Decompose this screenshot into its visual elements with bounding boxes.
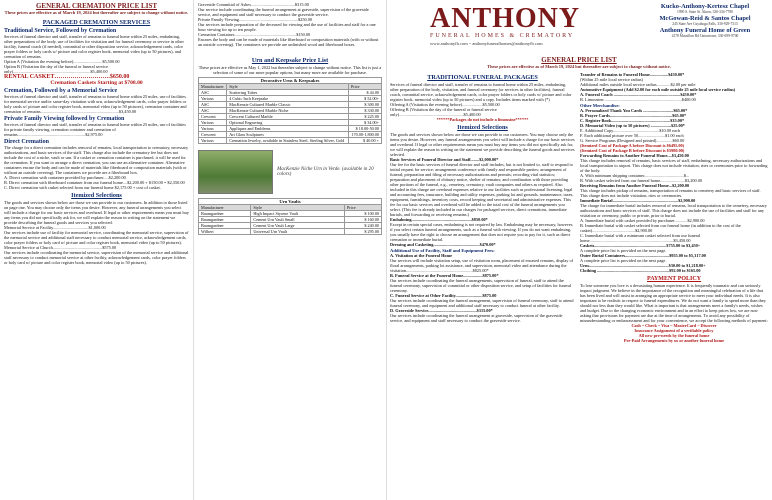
rental-casket: RENTAL CASKET……………………….$650.00 (4, 74, 130, 80)
memorial-heading: Cremation, Followed by a Memorial Service (4, 88, 118, 94)
chapel-name: McGowan-Reid & Santos Chapel (659, 15, 751, 22)
memorial-fee-text: Our services include use of facility for memorial service, coordinating the memorial service, supervision of the memorial service and additional staff necessary to conduct memorial service, acknowledgement cards, color prayer folders or holy card w/ picture and color register book, memorial video (up to 50 pictures). (4, 230, 189, 245)
payment-note3: Pre-Paid Arrangements by us or another funeral home (623, 338, 725, 343)
logo-web: www.anthonyfh.com ~ anthonyfuneralhomes@anthonyfh.com (430, 41, 543, 46)
cell-style: Cremation Jewelry, available in Stainless Steel, Sterling Silver, Gold (227, 138, 349, 144)
logo-tagline: FUNERAL HOMES & CREMATORY (430, 33, 575, 39)
col-price: Price (344, 205, 381, 211)
urns-range: Urns..........................................................................$30.00 to $1,218.00+ (580, 263, 706, 268)
cell-style: Art Glass Sculptures (227, 132, 349, 138)
immediate-text: The charge for immediate burial includes removal of remains, local transportation to the cemetery, necessary authorizations and basic services of staff. This charge does not include the use of facilities and staff for any visitation or ceremony, public or private, prior to burial. (580, 203, 767, 218)
table-row (199, 229, 382, 235)
traditional-packages-text: Services of funeral director and staff, transfer of remains to funeral home within 25 miles, embalming, other preparation of the body, visitation, and funeral ceremony (or services in other facilities), funeral coach, committal service, acknowledgement cards, color prayer folders or holy cards w/ picture and color register book, memorial video (up to 50 pictures) and a copy. Includes items marked with (*) (390, 82, 572, 102)
payment-text: To lose someone you love is a devastating human experience. It is frequently traumatic and can seriously impact judgment. We believe in the importance of the recognition and meaningful celebration of a life that has been lived and will assist in arranging an appropriate service to meet your individual needs. It is also important to be realistic in respect to funeral expenditures. We do not want a family to spend more than they should nor less than they would like. What is important is that arrangements meet a family's needs, wishes and budget. Due to the changing economic environment and in an effort to keep prices low, we are now asking that provisions for payment are due at the time of arrangements. To avoid any possibility of misunderstanding or embarrassment and for your convenience, we accept the following methods of payment: (580, 283, 768, 323)
cremation-title: GENERAL CREMATION PRICE LIST (35, 2, 158, 10)
memorial-church: Memorial Service at Church..............................................$575.00 (4, 245, 117, 250)
cell-style: Scattering Tubes (227, 90, 349, 96)
merch-item: D. Memorial Video (up to 50 pictures) ...................$25.00* (580, 123, 685, 128)
private-text: Services of funeral director and staff, transfer of remains to funeral home within 25 miles, use of facilities for private family viewing, cremation container and cremation of remains...............................................................$2,975.00 (4, 122, 186, 137)
outer-note: A complete price list is provided on the next page. (580, 258, 667, 263)
merch-item: C. Register Book.......................................................$35.00* (580, 118, 685, 123)
memorial-fee: Memorial Service at Facility.................................$1,000.00 (4, 225, 106, 230)
cell-price: $ 240.00 (344, 223, 381, 229)
funeral-home-service: B. Funeral Service at the Funeral Home..................$875.00* (390, 273, 499, 278)
cell-price: $ 34.00+ (348, 120, 381, 126)
cell-price: $ 160.00 (344, 217, 381, 223)
cell-style: Universal Urn Vault (251, 229, 345, 235)
payment-methods: Cash ~ Check ~ Visa ~ MasterCard ~ Discover (631, 323, 717, 328)
option-a: Option A (Visitation the evening before)...........................$5,500.00 (4, 59, 120, 64)
urn-vaults-table (198, 198, 382, 235)
col-manufacturer: Manufacturer (199, 205, 251, 211)
traditional-text: Services of funeral director and staff, transfer of remains to funeral home within 25 miles, embalming, other preparations of the body, use of facilities for visitation and for funeral ceremony or service in other facility, funeral coach (if needed), committal or other disposition service, acknowledgement cards, color prayer folders or holy cards w/ picture and color register book, memorial video (up to 50 pictures), and cremation of remains. (4, 34, 184, 59)
direct-text: The charge for a direct cremation includes removal of remains, local transportation to crematory, necessary authorizations, and basic services of the staff. This charge also include the crematory fee but does not include the cost of a niche, vault or urn. If a casket or cremation container is purchased, it will be used for the cremation. If you want to arrange a direct cremation, you can use an alternative container. Alternative containers encase the body and can be made of materials like fiberboard or composition materials (with or without an outside covering). The containers we provide are a fiberboard box. (4, 145, 189, 175)
package-b-note: (Itemized Cost of Package B before Discount is $5980.00) (580, 148, 685, 153)
casket-note: A complete price list is provided on the next page. (580, 248, 667, 253)
private-viewing: Private Family Viewing.......................................................$250.00 (198, 17, 313, 22)
visitation-text: Our services will include visitation setup, use of visitation room, placement of encased remains, display of floral arrangements, parking lot assistance, and supervision, memorial video and attendance during the visitation..............................................................$825.00* (390, 258, 574, 273)
cell-style: Cement Urn Vault Small (251, 217, 345, 223)
forwarding-a: A. With minimum shipping container.....................................$... (580, 173, 690, 178)
chapel-addr: 4178 Massillon Rd Uniontown, 330-699-9700 (671, 34, 739, 38)
merch-item: F. Each additional picture over 50.........................$1.00 each (580, 133, 684, 138)
cell-price: $ 100.00 (344, 211, 381, 217)
graveside-ashes-text: Our service include coordinating the funeral arrangement at graveside, supervision of the graveside service, and equipment and staff necessary to conduct the graveside service. (198, 7, 369, 17)
cell-manufacturer: ASC (199, 102, 227, 108)
cell-price: $ 52.00+ (348, 96, 381, 102)
package-a-note: (Itemized Cost of Package A before Discount is $6495.00) (580, 143, 685, 148)
itemized-text: The goods and services shown below are those we can provide to our customers. In addition to those listed on page one. You may choose only the items you desire. However, any funeral arrangements you select will include a charge for our basic services and overhead. If legal or other requirements mean you must buy any items you did not specifically ask for, we will explain the reason in writing on the statement we provide describing the funeral goods and services you selected. (4, 200, 189, 225)
other-merch-heading: Other Merchandise: (580, 103, 620, 108)
cell-style: 4 Cubic Inch Keepsake (227, 96, 349, 102)
cell-price: $ 40.00 + (348, 138, 381, 144)
memorial-text: Services of funeral director and staff, transfer of remains to funeral home within 25 miles, use of facilities for memorial service and/or same-day visitation with urn, acknowledgement cards, color prayer folders or holy cards w/ picture and color register book, memorial video (up to 50 pictures), cremation container and cremation of remains.........................................................................$3,450.00 (4, 94, 187, 114)
other-facility: C. Funeral Service at Other Facility.........................$875.00 (390, 293, 497, 298)
urn-heading: Urn and Keepsake Price List (251, 57, 329, 64)
embalming: Embalming........................................................$850.00* (390, 217, 488, 222)
funeral-home-text: Our services include coordinating the funeral arrangements, supervision of funeral, staff to attend the funeral ceremony, supervision of committal or other disposition service, and setup of facilities for funeral ceremony. (390, 278, 572, 293)
col-manufacturer: Manufacturer (199, 84, 227, 90)
cell-style: MacKenzie Cultured Marble Classic (227, 102, 349, 108)
forwarding-b: B. With casket selected from our funeral home.......................$3,200.00 (580, 178, 703, 183)
decorative-title: Decorative Urns & Keepsakes (199, 78, 382, 84)
cell-manufacturer: Crescent (199, 132, 227, 138)
payment-heading: PAYMENT POLICY (646, 276, 702, 282)
transfer-note: (Within 25 mile local service radius) (580, 77, 643, 82)
immediate-a: A. Immediate burial with casket provided by purchaser............$2,900.00 (580, 218, 705, 223)
clothing-range: Clothing ...................................................................$92.00 to $165.00 (580, 268, 701, 273)
cell-manufacturer: Various (199, 96, 227, 102)
cell-style: Crescent Cultured Marble (227, 114, 349, 120)
cell-price: $ 44.00 (348, 90, 381, 96)
chapel-name: Anthony Funeral Home of Green (659, 27, 751, 34)
forwarding: Forwarding Remains to Another Funeral Home....$3,450.00 (580, 153, 689, 158)
transfer-additional: Additional miles outside local service radius.............$2.00 per mile (580, 82, 696, 87)
receiving-text: This charge includes pickup of remains, transportation of remains to cemetery and basic services of staff. This charge does not include visitation, rites or ceremonies. (580, 188, 761, 198)
dressing: Dressing and Casketing...........................................$470.00* (390, 242, 496, 247)
no-limousine-note: ******Packages do not include a limousine****** (436, 117, 529, 122)
urn-intro: These prices are effective as May 1, 2022 but thereafter subject to change without notice. This list is just a selection of some of our more popular options, but many more are available for purchase. (198, 65, 382, 75)
private-heading: Private Family Viewing followed by Cremation (4, 116, 125, 122)
cell-manufacturer: ASC (199, 108, 227, 114)
general-right-column (580, 72, 768, 343)
other-facility-text: Our services include coordinating the funeral arrangement, supervision of funeral ceremony, staff to attend funeral ceremony, and equipment and additional staff necessary to conduct funeral at other facility. (390, 298, 574, 308)
cell-style: Appliques and Emblems (227, 126, 349, 132)
merch-item: B. Prayer Cards..........................................................$65.00* (580, 113, 687, 118)
memorial-church-text: Our services include coordinating the memorial service, supervision of the memorial service and additional staff necessary to conduct memorial service at other facility, acknowledgement cards, color prayer folders or holy card w/ picture and color register book, memorial video (up to 50 pictures). (4, 250, 189, 265)
option-b: Option B (Visitation the day of the funeral or funeral service only)........................................................................$5,400.00 (4, 64, 109, 74)
table-row (199, 138, 382, 144)
direct-a: A. Direct cremation with container provided by purchaser.....$2,200.00 (4, 175, 126, 180)
cell-style: Cement Urn Vault Large (251, 223, 345, 229)
cell-manufacturer: Baumgardner (199, 223, 251, 229)
chapel-addr: 1990 S. State St. Akron, 330-334-7780 (677, 10, 733, 14)
general-left-column (390, 72, 575, 323)
immediate-burial: Immediate Burial.............................................................$2,900.00 (580, 198, 696, 203)
cell-manufacturer: Crescent (199, 114, 227, 120)
payment-note2: All new pre-needs by the funeral home (638, 333, 710, 338)
logo-name: ANTHONY (430, 3, 581, 34)
cell-price: $ 295.00 (344, 229, 381, 235)
cell-manufacturer: Wilbert (199, 229, 251, 235)
graveside-service: D. Graveside Service.............................................$315.00* (390, 308, 493, 313)
cell-manufacturer: ASC (199, 90, 227, 96)
basic-services: Basic Services of Funeral Director and Staff........$2,000.00* (390, 157, 499, 162)
col-style: Style (251, 205, 345, 211)
cremation-price-panel (0, 0, 193, 500)
urn-price-panel (193, 0, 386, 500)
general-title: GENERAL PRICE LIST (541, 56, 617, 64)
traditional-packages-heading: TRADITIONAL FUNERAL PACKAGES (427, 74, 538, 81)
cell-manufacturer: Various (199, 126, 227, 132)
chapel-name: Kucko-Anthony-Kertesz Chapel (660, 3, 750, 10)
cremation-container-text: Encases the body and can be made of materials like fiberboard or composition materials (with or without an outside covering). The containers we provide are unfinished wood and fiberboard boxes. (198, 37, 379, 47)
basic-services-text: Our fee for the basic services of funeral director and staff includes, but is not limited to, staff to respond to initial request for service; arrangement conference with family and responsible parties; arrangement of funeral; preparation and filing of necessary authorizations and permits; recording vital statistics; preparation and placement of obituary notice, shelter of remains; and coordination with those providing other portions of the funeral, e.g., cemetery, crematory, vault companies and others as required. Also included in this charge are overhead expenses relative to our facilities such as professional licensing, legal and accounting fees, insurance, building and utility expenses, parking lot and grounds, maintenance, taxes, equipment, furnishings, inventory costs, record keeping and secretarial and administrative expenses. This fee for our basic services and overhead will be added to the total cost of the funeral arrangements you select. (This fee is already included in our charges for packaged services, direct cremations, immediate burials, and forwarding or receiving remains.) (390, 162, 574, 217)
outer-burial: Outer Burial Containers.........................................$955.00 to $5,317.00 (580, 253, 706, 258)
cell-style: MacKenzie Cultured Marble Niche (227, 108, 349, 114)
cell-price: 170.00-1,800.00 (348, 132, 381, 138)
caskets-range: Caskets...................................................................$755.00 to $3,450+ (580, 243, 701, 248)
cell-price: $ 330.00 (348, 108, 381, 114)
cremation-container: Cremation Container..........................................................$150.00 (198, 32, 311, 37)
direct-heading: Direct Cremation (4, 139, 49, 145)
vaults-title: Urn Vaults (199, 199, 382, 205)
embalming-text: Except in certain special cases, embalming is not required by law. Embalming may be necessary, however, if you select certain funeral arrangements, such as a funeral with viewing. If you do not want embalming, you usually have the right to choose an arrangement that does not require you to pay for it, such as direct cremation or immediate burial. (390, 222, 574, 242)
forwarding-text: This charge includes removal of remains, basic services of staff, embalming, necessary authorizations and local transportation to airport. This charge does not include visitation, rites or ceremonies prior to forwarding of the body. (580, 158, 768, 173)
immediate-b: B. Immediate burial with casket selected from our funeral home (in addition to the cost of the casket)........................................$2,900.00 (580, 223, 741, 233)
cell-manufacturer: Baumgardner (199, 217, 251, 223)
cremation-subtitle: These prices are effective as of March 19, 2024 but thereafter are subject to change without notice. (4, 10, 189, 15)
chapel-list (640, 3, 770, 39)
itemized-heading: Itemized Selections (71, 192, 122, 199)
merch-item: G. Service Programs (Designed and printed)...............$60.00 (580, 138, 685, 143)
cell-price: $ 18.00-50.00 (348, 126, 381, 132)
automotive: Automotive Equipment (Add $2.00 for each mile outside 25 mile local service radius) (580, 87, 736, 92)
general-itemized-heading: Itemized Selections (457, 124, 508, 131)
private-viewing-text: Our services include preparation of the deceased for viewing and the use of facilities and staff for a one hour viewing for up to ten people. (198, 22, 376, 32)
cell-manufacturer: Various (199, 120, 227, 126)
general-itemized-text: The goods and services shown below are those we can provide to our customers. You may choose only the items you desire. However, any funeral arrangements you select will include a charge for our basic services and overhead. If legal or other requirements mean you must buy any items you did not specifically ask for, we will explain the reason in writing on the statement we provide describing the funeral goods and services selected. (390, 132, 575, 157)
cell-price: $ 300.00 (348, 102, 381, 108)
photo-caption: MacKenzie Niche Urn in Verde. (available in 20 colors) (277, 167, 374, 177)
merch-item: A. Personalized Thank You Cards ............................$65.00* (580, 108, 688, 113)
cell-manufacturer: Various (199, 138, 227, 144)
direct-c: C. Direct cremation with casket selected from our funeral home $2,175.00 + cost of casket. (4, 185, 161, 190)
col-style: Style (227, 84, 349, 90)
payment-note1: Insurance Assignment of a verifiable policy (634, 328, 714, 333)
direct-b: B. Direct cremation with fiberboard container from our funeral home....$2,200.00 + $150.00 = $2,350.00 (4, 180, 185, 185)
cell-style: High Impact Styrene Vault (251, 211, 345, 217)
graveside-ashes: Graveside Committal of Ashes.........................................$315.00 (198, 2, 309, 7)
offering-b: Offering B (Visitation the day of the funeral or funeral service only)............................................................$5,400.00 (390, 107, 497, 117)
general-subtitle: These prices are effective as of March 19, 2024 but thereafter are subject to change without notice. (487, 64, 671, 69)
merch-item: E. Additional Copy...........................................$10.00 each (580, 128, 680, 133)
caskets-start: Cremation Caskets Starting at $708.00 (50, 80, 143, 86)
anthony-logo (430, 3, 580, 53)
offering-a: Offering A (Visitation the evening before)...................$5,500.00 (390, 102, 500, 107)
col-price: Price (348, 84, 381, 90)
graveside-service-text: Our services include coordinating the funeral arrangement at graveside, supervision of the graveside service, and equipment and staff necessary to conduct the graveside service. (390, 313, 563, 323)
visitation: A. Visitation at the Funeral Home (390, 253, 453, 258)
immediate-c: C. Immediate burial with a minimum casket selected from our funeral home..............................................................................$3,450.00 (580, 233, 701, 243)
cell-manufacturer: Baumgardner (199, 211, 251, 217)
cell-price: $ 225.00 (348, 114, 381, 120)
funeral-coach: A. Funeral Coach ..............................................................$450.00* (580, 92, 697, 97)
decorative-urns-table (198, 77, 382, 144)
receiving: Receiving Remains from Another Funeral Home...$2,200.00 (580, 183, 690, 188)
transfer: Transfer of Remains to Funeral Home.................$450.00* (580, 72, 685, 77)
cell-style: Optional Engraving (227, 120, 349, 126)
traditional-heading: Traditional Service, Followed by Cremation (4, 28, 117, 34)
chapel-addr: 245 State Ave Cuyahoga Falls, 330-929-7313 (672, 22, 738, 26)
packaged-heading: PACKAGED CREMATION SERVICES (42, 19, 151, 26)
additional-heading: Additional Use of Facility, Staff and Equipment Fees: (390, 248, 495, 253)
niche-urn-photo (198, 150, 273, 194)
limousine: B. Limousine.........................................................................$400.00 (580, 97, 696, 102)
